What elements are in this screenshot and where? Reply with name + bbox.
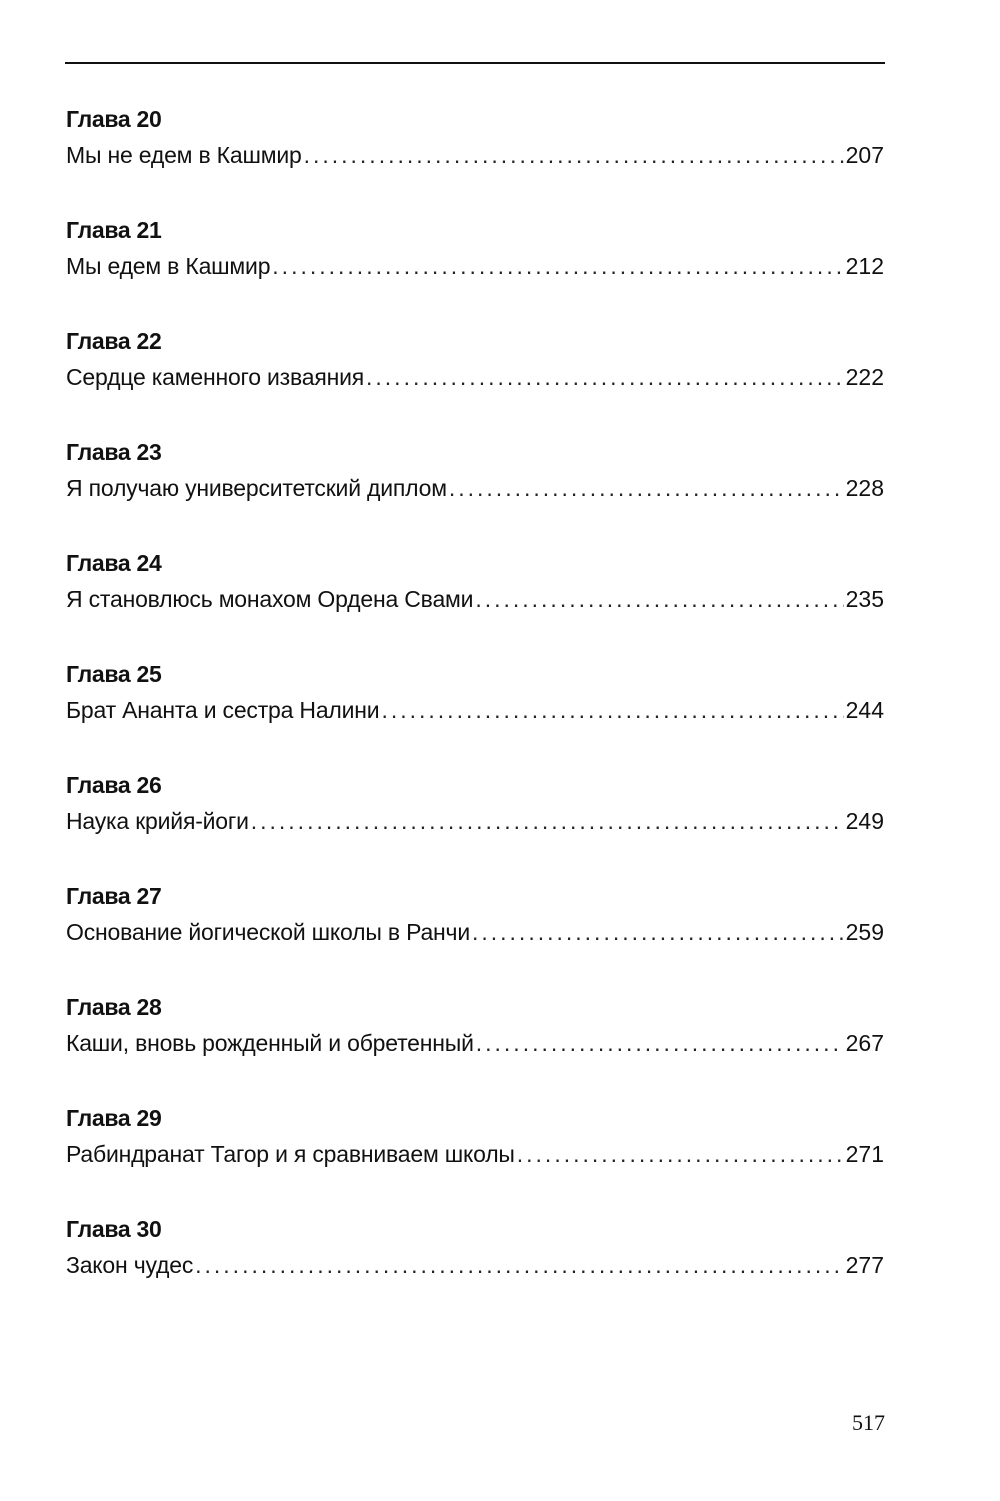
- toc-entry: [66, 1103, 884, 1214]
- page-ref: 249: [845, 808, 884, 834]
- chapter-label: Глава 20: [66, 106, 162, 132]
- chapter-title: Наука крийя-йоги: [66, 808, 249, 834]
- page-ref: 267: [845, 1030, 884, 1056]
- chapter-title: Сердце каменного изваяния: [66, 364, 365, 390]
- dot-leader: [304, 138, 844, 172]
- dot-leader: [251, 804, 844, 838]
- chapter-title: Брат Ананта и сестра Налини: [66, 697, 380, 723]
- header-rule: [65, 62, 885, 64]
- chapter-title: Каши, вновь рожденный и обретенный: [66, 1030, 474, 1056]
- dot-leader: [472, 915, 844, 949]
- page-ref: 212: [845, 253, 884, 279]
- toc-entry: [66, 659, 884, 770]
- chapter-title: Мы не едем в Кашмир: [66, 142, 302, 168]
- toc-entry: [66, 1214, 884, 1325]
- toc-entry: [66, 992, 884, 1103]
- page-ref: 222: [845, 364, 884, 390]
- toc-line: [66, 471, 884, 505]
- page-number: 517: [852, 1410, 885, 1435]
- page-ref: 228: [845, 475, 884, 501]
- dot-leader: [449, 471, 844, 505]
- chapter-label: Глава 27: [66, 883, 162, 909]
- toc-entry: [66, 548, 884, 659]
- toc-entry: [66, 104, 884, 215]
- chapter-title: Мы едем в Кашмир: [66, 253, 271, 279]
- chapter-label: Глава 21: [66, 217, 162, 243]
- chapter-title: Основание йогической школы в Ранчи: [66, 919, 470, 945]
- page-ref: 259: [845, 919, 884, 945]
- toc-line: [66, 693, 884, 727]
- dot-leader: [476, 1026, 844, 1060]
- toc-entry: [66, 215, 884, 326]
- toc-line: [66, 1137, 884, 1171]
- toc-line: [66, 582, 884, 616]
- page-ref: 235: [845, 586, 884, 612]
- table-of-contents: [66, 104, 884, 1325]
- chapter-label: Глава 29: [66, 1105, 162, 1131]
- page-ref: 207: [845, 142, 884, 168]
- toc-line: [66, 249, 884, 283]
- toc-line: [66, 360, 884, 394]
- toc-line: [66, 804, 884, 838]
- chapter-label: Глава 28: [66, 994, 162, 1020]
- chapter-label: Глава 23: [66, 439, 162, 465]
- chapter-label: Глава 26: [66, 772, 162, 798]
- toc-entry: [66, 326, 884, 437]
- toc-line: [66, 138, 884, 172]
- chapter-title: Я получаю университетский диплом: [66, 475, 447, 501]
- toc-entry: [66, 881, 884, 992]
- chapter-label: Глава 25: [66, 661, 162, 687]
- chapter-label: Глава 22: [66, 328, 162, 354]
- dot-leader: [366, 360, 844, 394]
- toc-line: [66, 915, 884, 949]
- page-ref: 244: [845, 697, 884, 723]
- page-ref: 271: [845, 1141, 884, 1167]
- toc-line: [66, 1026, 884, 1060]
- page-ref: 277: [845, 1252, 884, 1278]
- toc-entry: [66, 770, 884, 881]
- dot-leader: [517, 1137, 844, 1171]
- dot-leader: [195, 1248, 844, 1282]
- chapter-title: Закон чудес: [66, 1252, 194, 1278]
- chapter-title: Рабиндранат Тагор и я сравниваем школы: [66, 1141, 515, 1167]
- dot-leader: [381, 693, 843, 727]
- dot-leader: [272, 249, 843, 283]
- chapter-title: Я становлюсь монахом Ордена Свами: [66, 586, 474, 612]
- dot-leader: [475, 582, 843, 616]
- toc-entry: [66, 437, 884, 548]
- chapter-label: Глава 24: [66, 550, 162, 576]
- toc-line: [66, 1248, 884, 1282]
- chapter-label: Глава 30: [66, 1216, 162, 1242]
